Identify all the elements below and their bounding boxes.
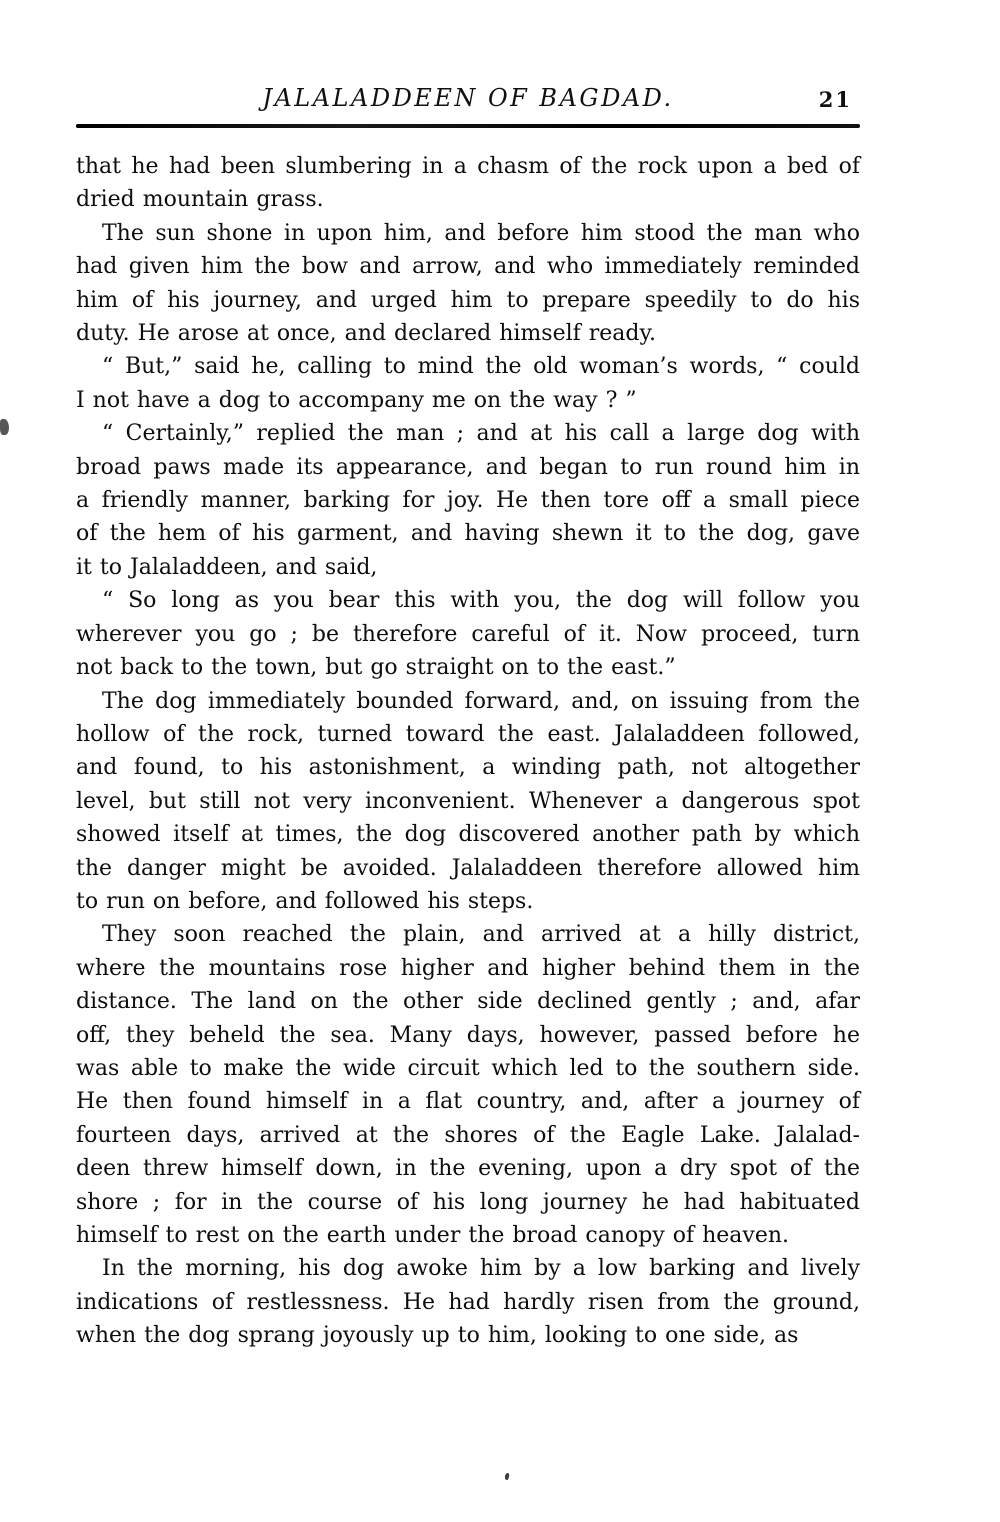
text-line: and found, to his astonishment, a winding path, not altogether — [76, 755, 860, 781]
text-line: off, they beheld the sea. Many days, however, passed before he — [76, 1022, 860, 1048]
text-line: broad paws made its appearance, and began to run round him in — [76, 454, 860, 480]
text-line: They soon reached the plain, and arrived at a hilly district, — [102, 922, 860, 948]
text-line: “ Certainly,” replied the man ; and at his call a large dog with — [102, 421, 860, 447]
text-line: wherever you go ; be therefore careful of it. Now proceed, turn — [76, 621, 860, 647]
page-header — [76, 84, 860, 118]
text-line: to run on before, and followed his steps. — [76, 888, 534, 914]
text-line: fourteen days, arrived at the shores of the Eagle Lake. Jalalad- — [76, 1122, 860, 1148]
text-line: where the mountains rose higher and higher behind them in the — [76, 955, 860, 981]
text-line: He then found himself in a flat country, and, after a journey of — [76, 1089, 860, 1115]
text-line: dried mountain grass. — [76, 187, 324, 213]
text-line: had given him the bow and arrow, and who immediately reminded — [76, 254, 860, 280]
text-line: it to Jalaladdeen, and said, — [76, 554, 378, 580]
text-line: the danger might be avoided. Jalaladdeen therefore allowed him — [76, 855, 860, 881]
text-line: The sun shone in upon him, and before him stood the man who — [102, 220, 860, 246]
text-line: “ But,” said he, calling to mind the old woman’s words, “ could — [102, 354, 860, 380]
text-line: indications of restlessness. He had hardly risen from the ground, — [76, 1289, 860, 1315]
page-number: 21 — [818, 87, 852, 112]
text-line: shore ; for in the course of his long journey he had habituated — [76, 1189, 860, 1215]
text-line: a friendly manner, barking for joy. He then tore off a small piece — [76, 488, 860, 514]
text-line: when the dog sprang joyously up to him, looking to one side, as — [76, 1323, 799, 1349]
text-line: of the hem of his garment, and having shewn it to the dog, gave — [76, 521, 860, 547]
text-line: duty. He arose at once, and declared himself ready. — [76, 321, 656, 347]
text-line: level, but still not very inconvenient. Whenever a dangerous spot — [76, 788, 860, 814]
text-line: him of his journey, and urged him to prepare speedily to do his — [76, 287, 860, 313]
text-line: deen threw himself down, in the evening, upon a dry spot of the — [76, 1156, 860, 1182]
scan-smudge — [0, 419, 9, 435]
text-line: showed itself at times, the dog discovered another path by which — [76, 822, 860, 848]
text-line: “ So long as you bear this with you, the dog will follow you — [102, 588, 860, 614]
text-line: In the morning, his dog awoke him by a low barking and lively — [102, 1256, 860, 1282]
text-line: not back to the town, but go straight on to the east.” — [76, 655, 676, 681]
scan-speck — [504, 1473, 510, 1481]
header-rule — [76, 124, 860, 128]
text-line: distance. The land on the other side declined gently ; and, afar — [76, 989, 860, 1015]
running-title: JALALADDEEN OF BAGDAD. — [262, 84, 674, 112]
text-line: that he had been slumbering in a chasm of the rock upon a bed of — [76, 154, 860, 179]
text-line: hollow of the rock, turned toward the east. Jalaladdeen followed, — [76, 721, 860, 747]
text-line: himself to rest on the earth under the broad canopy of heaven. — [76, 1223, 790, 1248]
text-line: The dog immediately bounded forward, and, on issuing from the — [102, 688, 860, 714]
text-line: I not have a dog to accompany me on the way ? ” — [76, 387, 637, 413]
text-line: was able to make the wide circuit which led to the southern side. — [76, 1055, 860, 1081]
body-text — [76, 150, 860, 1353]
